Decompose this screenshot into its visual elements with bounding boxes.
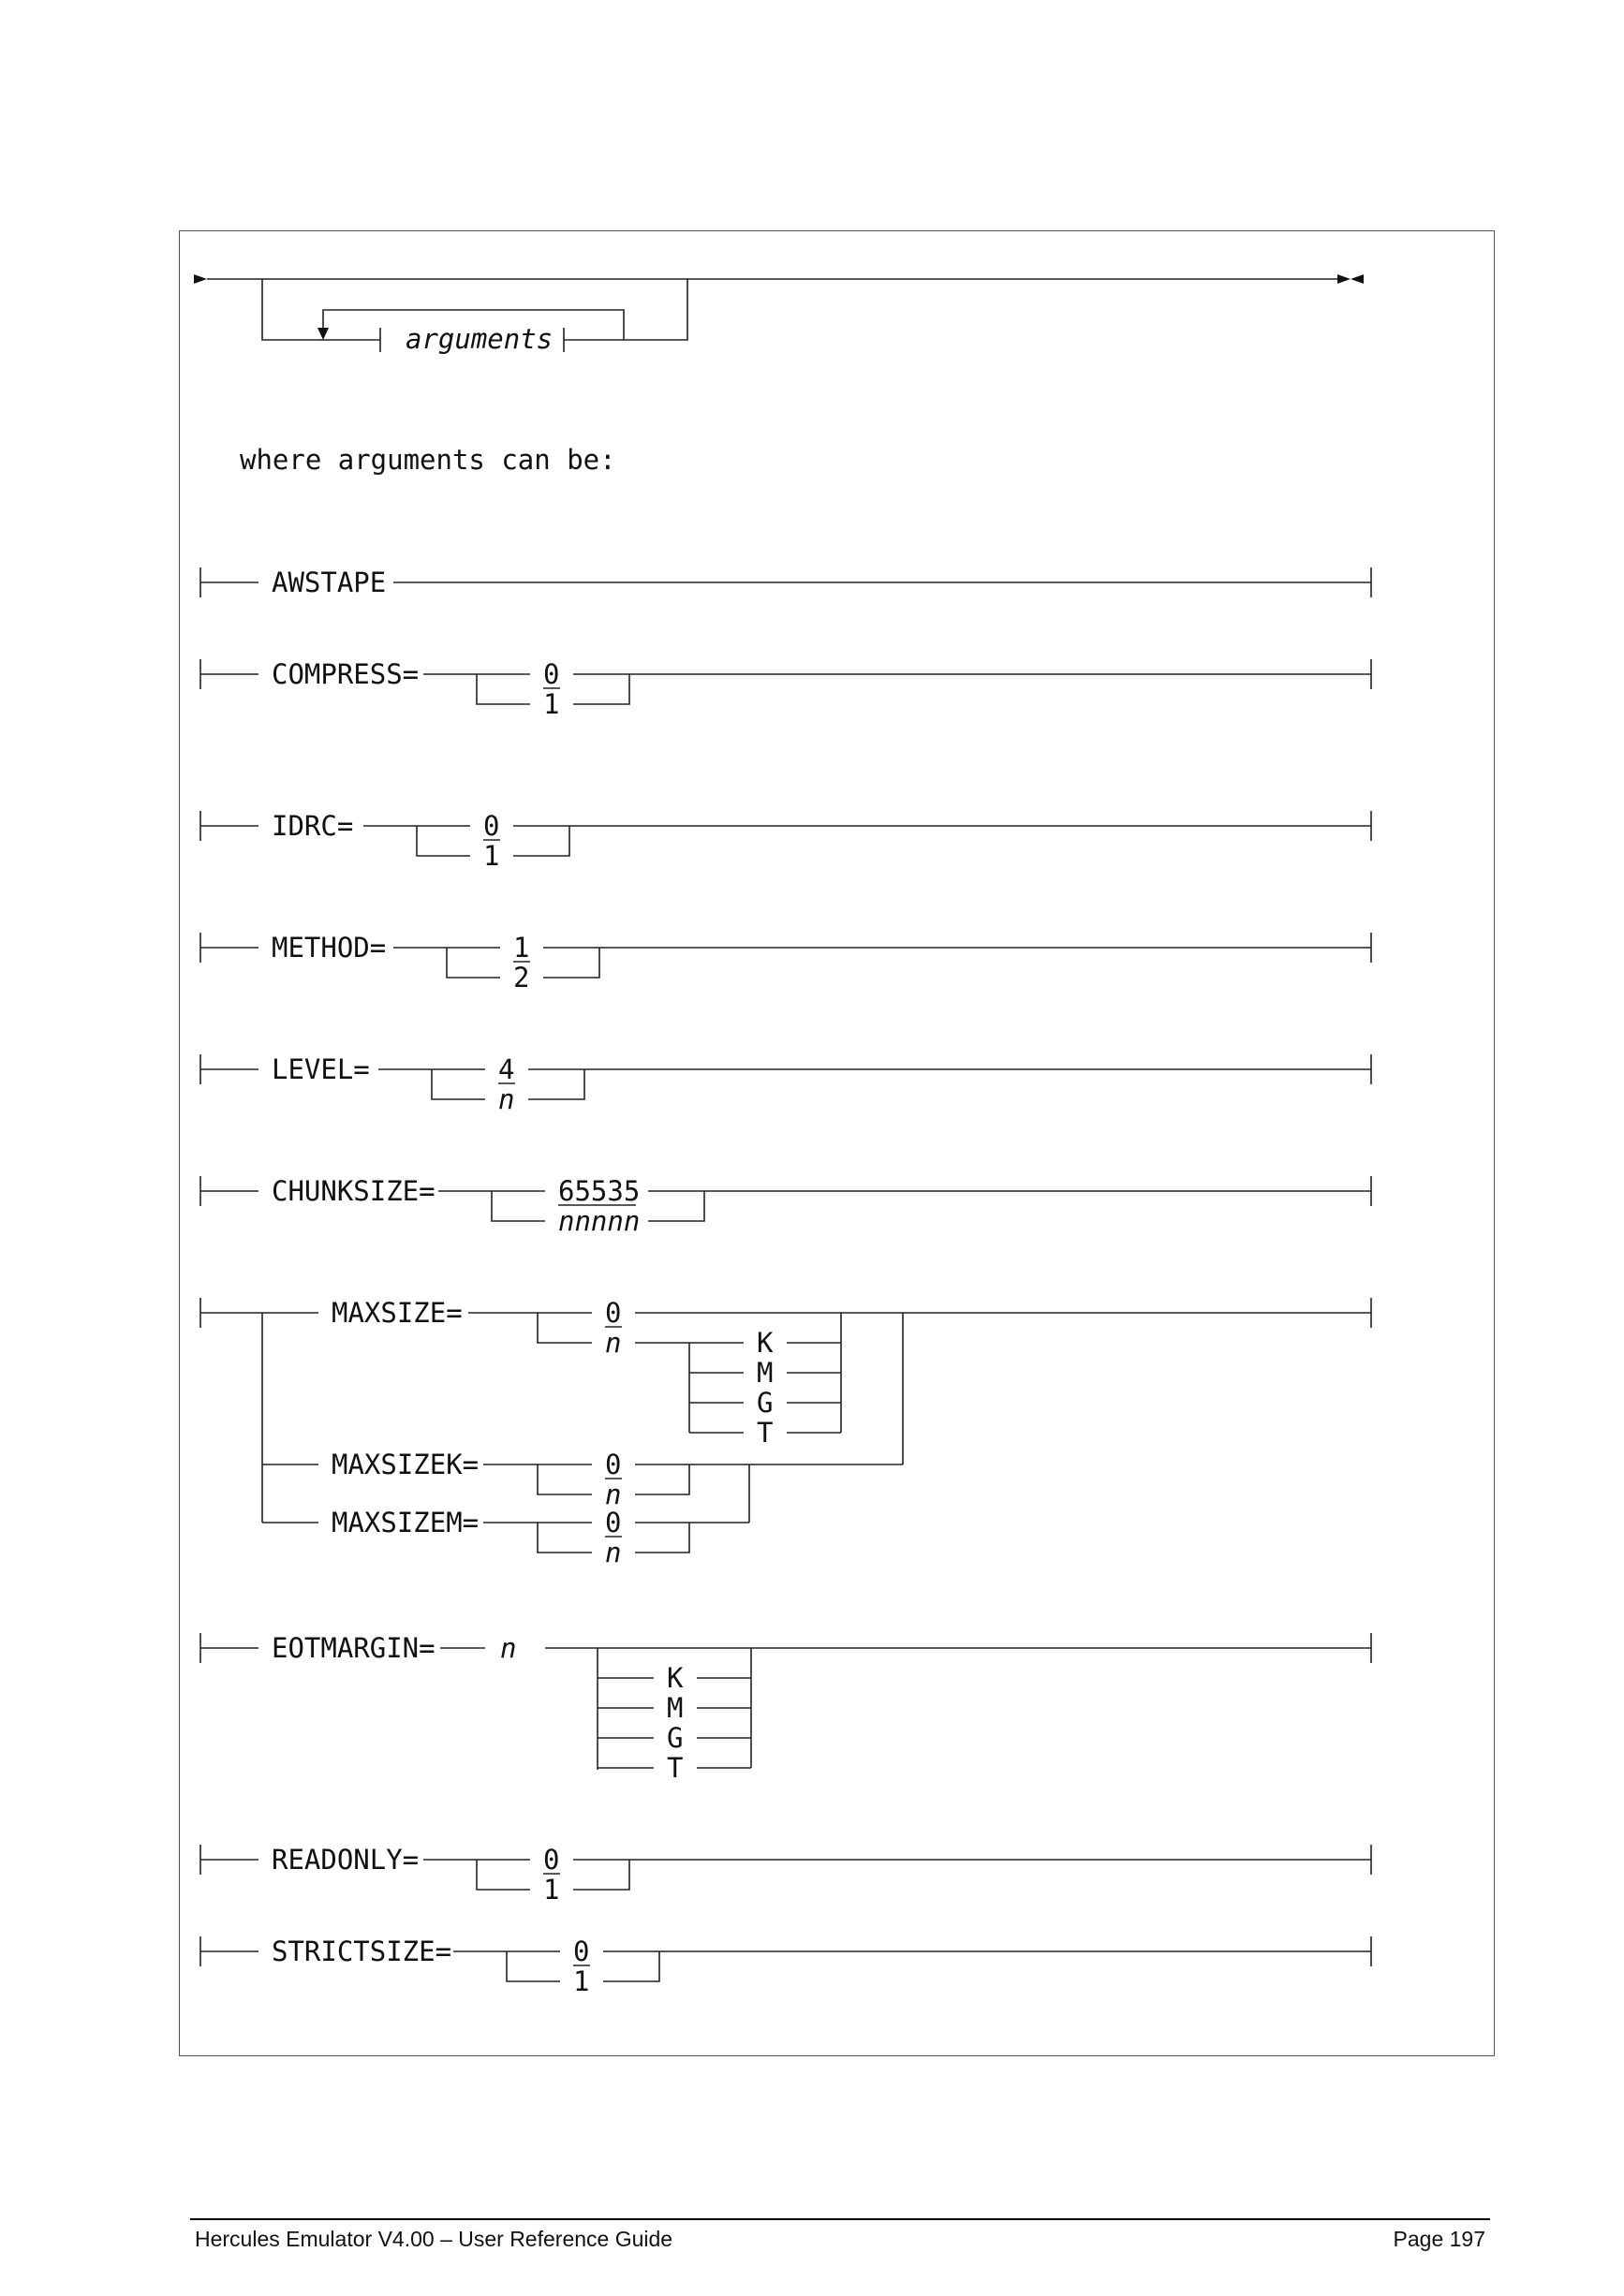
arguments-label: arguments — [406, 323, 554, 355]
footer-rule — [190, 2218, 1490, 2220]
readonly-keyword: READONLY= — [272, 1844, 420, 1876]
compress-keyword: COMPRESS= — [272, 658, 420, 690]
eotmargin-suffix-k: K — [667, 1662, 684, 1694]
end-arrow-icon — [1337, 274, 1351, 284]
idrc-default: 0 — [483, 810, 500, 842]
maxsize-alt: n — [605, 1327, 622, 1359]
chunksize-row — [200, 1175, 1371, 1237]
maxsize-suffix-g: G — [757, 1387, 774, 1419]
maxsizem-default: 0 — [605, 1507, 622, 1538]
strictsize-keyword: STRICTSIZE= — [272, 1935, 452, 1967]
compress-row — [200, 658, 1371, 720]
maxsize-suffix-k: K — [757, 1327, 774, 1359]
maxsize-keyword: MAXSIZE= — [332, 1297, 463, 1329]
eotmargin-suffix-t: T — [667, 1752, 684, 1784]
chunksize-default: 65535 — [558, 1175, 641, 1207]
awstape-keyword: AWSTAPE — [272, 567, 387, 598]
eotmargin-keyword: EOTMARGIN= — [272, 1632, 436, 1664]
eotmargin-value: n — [500, 1632, 517, 1664]
chunksize-alt: nnnnn — [558, 1205, 641, 1237]
strictsize-default: 0 — [573, 1935, 590, 1967]
maxsize-suffix-t: T — [757, 1417, 774, 1449]
readonly-row — [200, 1844, 1371, 1906]
eotmargin-row — [200, 1632, 1371, 1784]
maxsize-default: 0 — [605, 1297, 622, 1329]
level-default: 4 — [498, 1053, 515, 1085]
readonly-alt: 1 — [543, 1874, 560, 1906]
start-arrow-icon — [194, 274, 207, 284]
maxsizek-keyword: MAXSIZEK= — [332, 1449, 480, 1480]
strictsize-alt: 1 — [573, 1965, 590, 1997]
footer-title: Hercules Emulator V4.00 – User Reference Guide — [195, 2227, 673, 2251]
strictsize-row — [200, 1935, 1371, 1997]
method-default: 1 — [513, 932, 530, 964]
repeat-arrow-icon — [317, 328, 329, 340]
method-keyword: METHOD= — [272, 932, 387, 964]
idrc-row — [200, 810, 1371, 872]
maxsize-suffix-m: M — [757, 1357, 774, 1389]
eotmargin-suffix-m: M — [667, 1692, 684, 1724]
idrc-keyword: IDRC= — [272, 810, 354, 842]
level-alt: n — [498, 1083, 515, 1115]
maxsizem-alt: n — [605, 1537, 622, 1568]
method-row — [200, 932, 1371, 993]
maxsizek-default: 0 — [605, 1449, 622, 1480]
maxsizem-keyword: MAXSIZEM= — [332, 1507, 480, 1538]
idrc-alt: 1 — [483, 840, 500, 872]
eotmargin-suffix-g: G — [667, 1722, 684, 1754]
chunksize-keyword: CHUNKSIZE= — [272, 1175, 436, 1207]
level-keyword: LEVEL= — [272, 1053, 370, 1085]
page-number: Page 197 — [1393, 2227, 1485, 2251]
method-alt: 2 — [513, 962, 530, 993]
intro-text: where arguments can be: — [240, 444, 616, 476]
readonly-default: 0 — [543, 1844, 560, 1876]
awstape-row — [200, 567, 1371, 598]
compress-alt: 1 — [543, 688, 560, 720]
maxsize-group — [200, 1297, 1371, 1568]
level-row — [200, 1053, 1371, 1115]
header-syntax-line — [194, 274, 1364, 355]
maxsizek-alt: n — [605, 1479, 622, 1510]
compress-default: 0 — [543, 658, 560, 690]
